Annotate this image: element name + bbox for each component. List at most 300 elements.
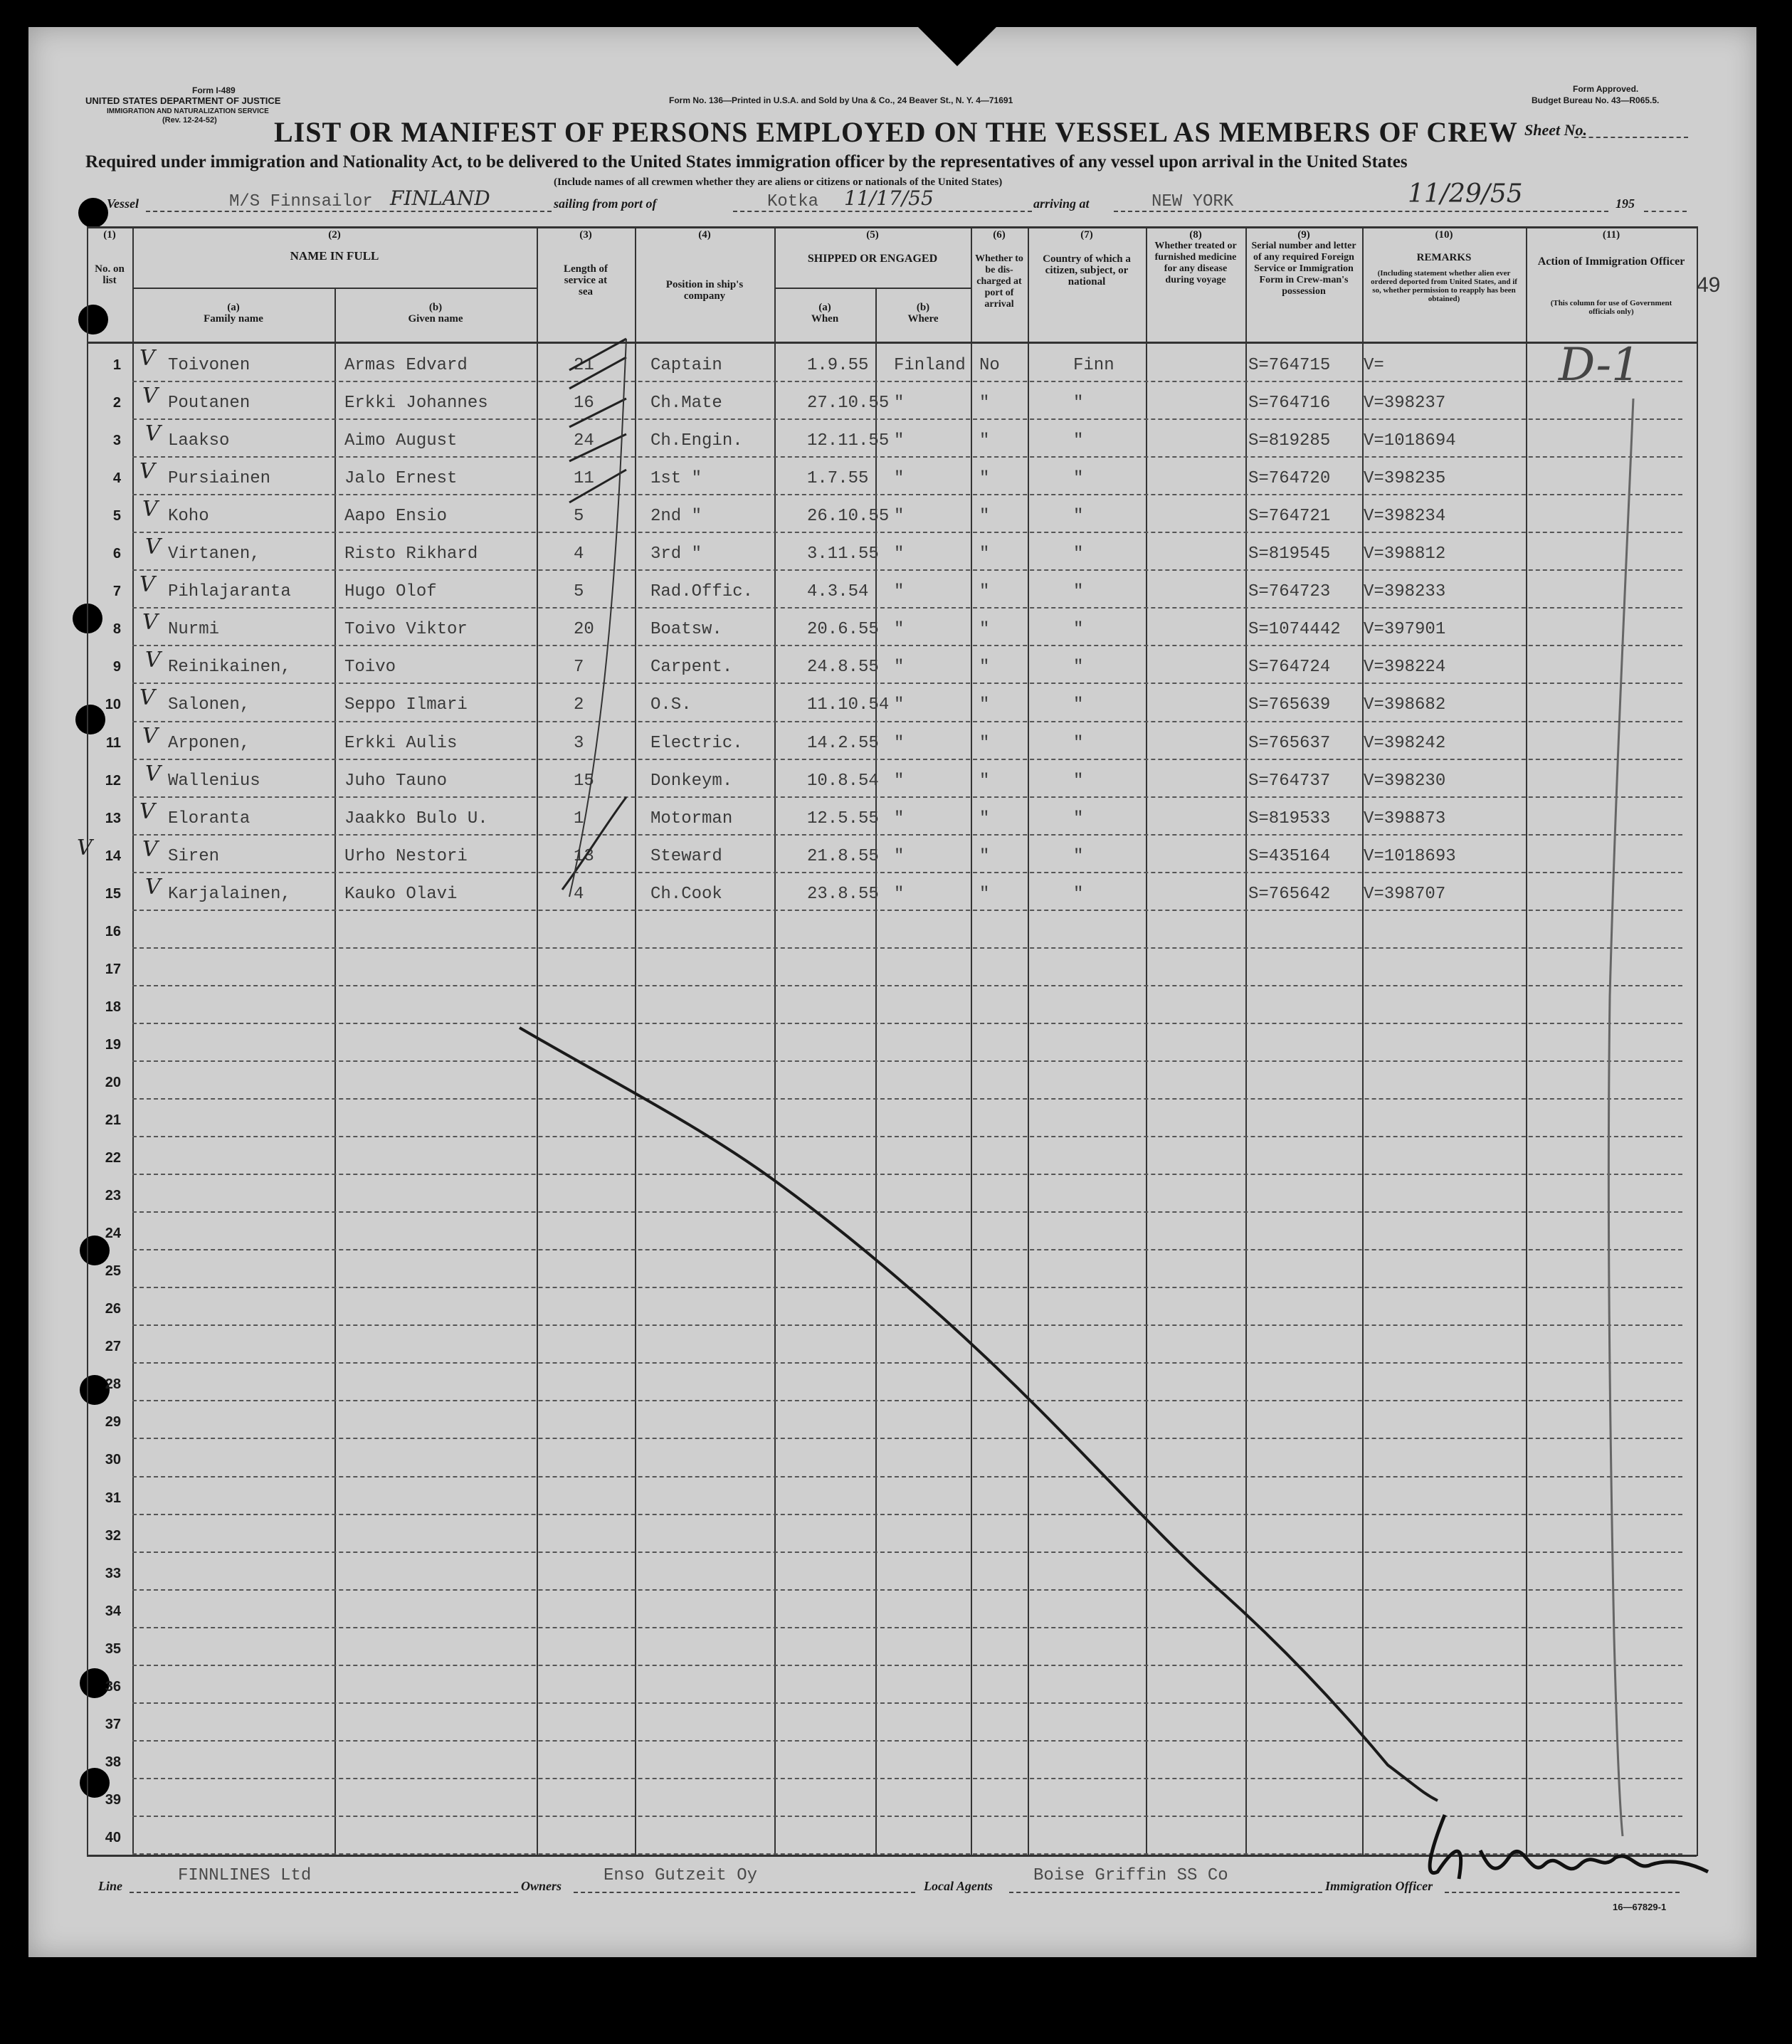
crew-where: "	[894, 884, 905, 904]
crew-remarks: V=398230	[1364, 771, 1446, 791]
vessel-name: M/S Finnsailor	[229, 192, 373, 211]
row-rule	[132, 1552, 1682, 1553]
row-number: 4	[112, 470, 121, 487]
crew-service: 11	[574, 469, 594, 489]
row-rule	[132, 1023, 1682, 1024]
col-10-number: (10)	[1435, 229, 1453, 241]
page-mark: 49	[1697, 273, 1721, 297]
row-rule	[132, 1362, 1682, 1364]
crew-remarks: V=398237	[1364, 394, 1446, 413]
row-number: 33	[105, 1565, 121, 1581]
col-2-number: (2)	[328, 229, 341, 241]
col-2a-label: Family name	[204, 313, 263, 325]
crew-family: Salonen,	[168, 695, 251, 715]
col-border	[1028, 226, 1029, 1856]
row-number: 30	[105, 1452, 121, 1468]
owners-blank	[574, 1892, 915, 1893]
crew-given: Erkki Johannes	[344, 394, 488, 413]
approval-line-1: Form Approved.	[1573, 84, 1639, 94]
crew-position: 1st "	[650, 469, 702, 489]
check-mark: V	[142, 610, 158, 636]
crew-family: Poutanen	[168, 394, 251, 413]
crew-service: 5	[574, 582, 584, 602]
owners-label: Owners	[521, 1879, 562, 1893]
manifest-title: LIST OR MANIFEST OF PERSONS EMPLOYED ON THE VESSEL AS MEMBERS OF CREW	[274, 116, 1518, 148]
agents-blank	[1009, 1892, 1322, 1893]
crew-position: Donkeym.	[650, 771, 733, 791]
manifest-subtitle: Required under immigration and Nationality Act, to be delivered to the United States immigration officer by the representatives of any vessel upon arrival in the United States	[85, 152, 1408, 172]
row-number: 34	[105, 1603, 121, 1619]
col-2b-label: Given name	[408, 313, 463, 325]
printer-line: Form No. 136—Printed in U.S.A. and Sold by Una & Co., 24 Beaver St., N. Y. 4—71691	[669, 95, 1013, 105]
shipped-subheader-line	[774, 288, 971, 289]
row-number: 11	[105, 734, 121, 751]
form-id: Form I-489	[192, 85, 236, 95]
crew-when: 24.8.55	[807, 658, 879, 678]
row-number: 23	[105, 1188, 121, 1204]
agency-line-2: IMMIGRATION AND NATURALIZATION SERVICE	[107, 107, 269, 115]
crew-discharged: "	[979, 884, 990, 904]
crew-where: Finland	[894, 356, 966, 375]
crew-remarks: V=398235	[1364, 469, 1446, 489]
crew-family: Wallenius	[168, 771, 260, 791]
row-number: 40	[105, 1829, 121, 1845]
crew-service: 13	[574, 846, 594, 866]
row-rule	[132, 1060, 1682, 1062]
col-6-number: (6)	[993, 229, 1006, 241]
crew-where: "	[894, 771, 905, 791]
col-border	[1245, 226, 1247, 1856]
crew-remarks: V=398873	[1364, 808, 1446, 828]
crew-when: 1.9.55	[807, 356, 869, 375]
crew-service: 4	[574, 884, 584, 904]
row-number: 22	[105, 1150, 121, 1166]
row-rule	[132, 1778, 1682, 1779]
row-rule	[132, 1589, 1682, 1591]
crew-position: 2nd "	[650, 507, 702, 527]
crew-where: "	[894, 808, 905, 828]
row-rule	[132, 418, 1682, 420]
crew-country: "	[1073, 394, 1084, 413]
punch-hole	[78, 198, 108, 228]
row-number: 10	[105, 697, 121, 713]
crew-serial: S=764716	[1248, 394, 1331, 413]
crew-country: "	[1073, 846, 1084, 866]
check-mark: V	[142, 497, 158, 522]
vessel-flag-handwritten: FINLAND	[390, 186, 490, 210]
check-mark: V	[145, 534, 161, 560]
row-rule	[132, 1816, 1682, 1817]
crew-service: 3	[574, 733, 584, 753]
crew-given: Risto Rikhard	[344, 544, 478, 564]
crew-when: 4.3.54	[807, 582, 869, 602]
crew-service: 7	[574, 658, 584, 678]
crew-where: "	[894, 695, 905, 715]
officer-blank	[1445, 1892, 1680, 1893]
row-rule	[132, 532, 1682, 533]
arriving-blank	[1114, 211, 1608, 212]
crew-given: Toivo Viktor	[344, 620, 468, 640]
crew-where: "	[894, 544, 905, 564]
row-number: 20	[105, 1074, 121, 1090]
col-5-number: (5)	[866, 229, 879, 241]
crew-when: 10.8.54	[807, 771, 879, 791]
crew-discharged: "	[979, 733, 990, 753]
row-number: 17	[105, 961, 121, 977]
crew-given: Aapo Ensio	[344, 507, 448, 527]
crew-where: "	[894, 846, 905, 866]
crew-given: Aimo August	[344, 431, 458, 451]
row-number: 7	[112, 584, 121, 600]
crew-discharged: "	[979, 846, 990, 866]
crew-family: Siren	[168, 846, 220, 866]
owners-value: Enso Gutzeit Oy	[604, 1866, 758, 1885]
row-rule	[132, 1098, 1682, 1100]
row-rule	[132, 456, 1682, 458]
crew-remarks: V=398233	[1364, 582, 1446, 602]
crew-discharged: "	[979, 695, 990, 715]
crew-when: 11.10.54	[807, 695, 890, 715]
crew-remarks: V=398812	[1364, 544, 1446, 564]
row-rule	[132, 494, 1682, 495]
row-number: 16	[105, 923, 121, 939]
row-rule	[132, 1665, 1682, 1666]
crew-given: Jaakko Bulo U.	[344, 808, 488, 828]
row-number: 6	[112, 546, 121, 562]
crew-family: Nurmi	[168, 620, 220, 640]
check-mark: V	[142, 384, 158, 409]
row-rule	[132, 683, 1682, 684]
col-10-note: (Including statement whether alien ever ordered deported from United States, and if so, whether permission to reapply has been obtained)	[1371, 269, 1517, 303]
check-mark: V	[142, 836, 158, 862]
row-rule	[132, 1627, 1682, 1628]
row-rule	[132, 1136, 1682, 1137]
crew-family: Karjalainen,	[168, 884, 291, 904]
crew-position: Carpent.	[650, 658, 733, 678]
col-11-number: (11)	[1602, 229, 1620, 241]
row-rule	[132, 721, 1682, 722]
row-rule	[132, 985, 1682, 986]
col-9-number: (9)	[1297, 229, 1310, 241]
col-6-label: Whether to be dis-charged at port of arrival	[975, 253, 1023, 310]
crew-given: Seppo Ilmari	[344, 695, 468, 715]
crew-discharged: "	[979, 469, 990, 489]
crew-when: 23.8.55	[807, 884, 879, 904]
crew-discharged: "	[979, 808, 990, 828]
crew-discharged: "	[979, 544, 990, 564]
crew-serial: S=764720	[1248, 469, 1331, 489]
row-number: 21	[105, 1112, 121, 1128]
torn-notch	[918, 27, 996, 66]
check-mark: V	[145, 761, 161, 786]
vessel-blank	[146, 211, 552, 212]
arriving-date-handwritten: 11/29/55	[1408, 179, 1523, 209]
col-11-note: (This column for use of Government officials only)	[1550, 299, 1672, 316]
crew-where: "	[894, 469, 905, 489]
col-border	[132, 226, 134, 1856]
row-rule	[132, 1249, 1682, 1250]
crew-position: 3rd "	[650, 544, 702, 564]
crew-position: Motorman	[650, 808, 733, 828]
row-number: 28	[105, 1376, 121, 1393]
crew-discharged: "	[979, 582, 990, 602]
crew-where: "	[894, 733, 905, 753]
row-rule	[132, 1476, 1682, 1477]
col-border	[1146, 226, 1147, 1856]
crew-family: Eloranta	[168, 808, 251, 828]
table-top-border	[87, 226, 1697, 228]
crew-given: Armas Edvard	[344, 356, 468, 375]
crew-where: "	[894, 658, 905, 678]
crew-remarks: V=1018694	[1364, 431, 1456, 451]
table-header-bottom	[87, 342, 1697, 344]
crew-position: Electric.	[650, 733, 743, 753]
line-blank	[130, 1892, 518, 1893]
crew-where: "	[894, 582, 905, 602]
manifest-note: (Include names of all crewmen whether they are aliens or citizens or nationals of the United States)	[554, 177, 1003, 188]
row-number: 1	[112, 357, 121, 373]
crew-serial: S=819533	[1248, 808, 1331, 828]
col-2a-number: (a)	[227, 302, 240, 313]
col-11-label: Action of Immigration Officer	[1537, 256, 1685, 268]
row-rule	[132, 1211, 1682, 1213]
crew-position: Boatsw.	[650, 620, 722, 640]
row-number: 14	[105, 848, 121, 864]
row-number: 37	[105, 1716, 121, 1732]
agents-label: Local Agents	[924, 1879, 993, 1893]
row-rule	[132, 1400, 1682, 1401]
row-rule	[132, 1287, 1682, 1288]
row-number: 39	[105, 1791, 121, 1808]
col-9-label: Serial number and letter of any required Foreign Service or Immigration Form in Crew-man's possession	[1251, 241, 1356, 297]
crew-country: "	[1073, 808, 1084, 828]
sheet-no-label: Sheet No.	[1524, 121, 1587, 139]
row-number: 2	[112, 395, 121, 411]
row-rule	[132, 1702, 1682, 1704]
year-label: 195	[1616, 196, 1635, 211]
crew-remarks: V=398242	[1364, 733, 1446, 753]
crew-family: Arponen,	[168, 733, 251, 753]
crew-country: "	[1073, 431, 1084, 451]
col-border	[1697, 226, 1698, 1856]
row-rule	[132, 1853, 1682, 1855]
crew-serial: S=765642	[1248, 884, 1331, 904]
immigration-officer-label: Immigration Officer	[1325, 1879, 1433, 1893]
crew-family: Reinikainen,	[168, 658, 291, 678]
col-5a-label: When	[811, 313, 839, 325]
col-4-number: (4)	[698, 229, 711, 241]
crew-serial: S=764737	[1248, 771, 1331, 791]
crew-service: 5	[574, 507, 584, 527]
row-number: 5	[112, 508, 121, 525]
crew-position: Captain	[650, 356, 722, 375]
sheet-no-blank	[1574, 137, 1688, 138]
row-rule	[132, 834, 1682, 836]
crew-discharged: No	[979, 356, 1000, 375]
col-border	[334, 288, 336, 1856]
col-7-number: (7)	[1080, 229, 1093, 241]
crew-service: 24	[574, 431, 594, 451]
crew-country: "	[1073, 884, 1084, 904]
row-number: 36	[105, 1678, 121, 1695]
crew-country: "	[1073, 582, 1084, 602]
crew-when: 21.8.55	[807, 846, 879, 866]
crew-remarks: V=1018693	[1364, 846, 1456, 866]
row-number: 27	[105, 1339, 121, 1355]
crew-remarks: V=398707	[1364, 884, 1446, 904]
row-rule	[132, 607, 1682, 609]
crew-when: 20.6.55	[807, 620, 879, 640]
crew-when: 3.11.55	[807, 544, 879, 564]
agency-line-1: UNITED STATES DEPARTMENT OF JUSTICE	[85, 95, 281, 106]
crew-serial: S=765637	[1248, 733, 1331, 753]
row-rule	[132, 1514, 1682, 1515]
check-mark: V	[139, 799, 155, 824]
crew-remarks: V=397901	[1364, 620, 1446, 640]
crew-when: 26.10.55	[807, 507, 890, 527]
col-5-label: SHIPPED OR ENGAGED	[807, 253, 938, 265]
row-rule	[132, 947, 1682, 949]
check-mark: V	[139, 346, 155, 371]
crew-serial: S=764715	[1248, 356, 1331, 375]
row-number: 15	[105, 885, 121, 902]
arriving-port: NEW YORK	[1151, 192, 1234, 211]
crew-country: Finn	[1073, 356, 1114, 375]
row-number: 18	[105, 999, 121, 1015]
year-blank	[1644, 211, 1687, 212]
col-8-label: Whether treated or furnished medicine for any disease during voyage	[1154, 241, 1237, 285]
crew-discharged: "	[979, 507, 990, 527]
row-rule	[132, 1324, 1682, 1326]
crew-service: 20	[574, 620, 594, 640]
crew-given: Urho Nestori	[344, 846, 468, 866]
sailing-date-handwritten: 11/17/55	[844, 186, 934, 210]
col-border	[971, 226, 972, 1856]
crew-when: 14.2.55	[807, 733, 879, 753]
col-10-label: REMARKS	[1416, 252, 1472, 263]
check-mark: V	[145, 874, 161, 900]
row-rule	[132, 796, 1682, 798]
crew-country: "	[1073, 658, 1084, 678]
table-bottom-border	[87, 1855, 1697, 1857]
col-3-label: Length of service at sea	[563, 263, 608, 297]
crew-given: Toivo	[344, 658, 396, 678]
check-mark: V	[139, 459, 155, 485]
crew-given: Jalo Ernest	[344, 469, 458, 489]
crew-position: Ch.Mate	[650, 394, 722, 413]
row-number: 38	[105, 1754, 121, 1770]
crew-given: Juho Tauno	[344, 771, 448, 791]
check-mark: V	[145, 648, 161, 673]
crew-service: 21	[574, 356, 594, 375]
sailing-label: sailing from port of	[554, 196, 657, 211]
col-5b-label: Where	[907, 313, 939, 325]
row-number: 25	[105, 1263, 121, 1280]
col-2-label: NAME IN FULL	[290, 249, 379, 263]
col-8-number: (8)	[1189, 229, 1202, 241]
punch-hole	[78, 305, 108, 334]
crew-service: 4	[574, 544, 584, 564]
crew-family: Koho	[168, 507, 209, 527]
crew-given: Kauko Olavi	[344, 884, 458, 904]
row-rule	[132, 381, 1682, 382]
crew-remarks: V=398234	[1364, 507, 1446, 527]
crew-given: Erkki Aulis	[344, 733, 458, 753]
row-number: 31	[105, 1490, 121, 1506]
row-rule	[132, 645, 1682, 646]
col-3-number: (3)	[579, 229, 592, 241]
crew-family: Toivonen	[168, 356, 251, 375]
col-border	[635, 226, 636, 1856]
crew-country: "	[1073, 695, 1084, 715]
crew-discharged: "	[979, 771, 990, 791]
crew-where: "	[894, 507, 905, 527]
crew-family: Virtanen,	[168, 544, 260, 564]
crew-remarks: V=	[1364, 356, 1384, 375]
check-mark: V	[139, 685, 155, 711]
sailing-blank	[733, 211, 1032, 212]
crew-country: "	[1073, 771, 1084, 791]
crew-service: 2	[574, 695, 584, 715]
crew-when: 27.10.55	[807, 394, 890, 413]
row-rule	[132, 1740, 1682, 1742]
crew-discharged: "	[979, 658, 990, 678]
crew-serial: S=435164	[1248, 846, 1331, 866]
row-rule	[132, 910, 1682, 911]
form-number-bottom: 16—67829-1	[1613, 1902, 1667, 1912]
crew-serial: S=765639	[1248, 695, 1331, 715]
officer-mark-handwritten: D-1	[1559, 339, 1640, 391]
crew-serial: S=764724	[1248, 658, 1331, 678]
agents-value: Boise Griffin SS Co	[1033, 1866, 1228, 1885]
crew-family: Laakso	[168, 431, 230, 451]
crew-position: Ch.Cook	[650, 884, 722, 904]
check-mark: V	[139, 572, 155, 598]
crew-position: Rad.Offic.	[650, 582, 754, 602]
crew-family: Pursiainen	[168, 469, 271, 489]
col-border	[774, 226, 776, 1856]
crew-where: "	[894, 431, 905, 451]
row-number: 9	[112, 659, 121, 675]
crew-position: Steward	[650, 846, 722, 866]
vessel-label: Vessel	[107, 196, 139, 211]
crew-serial: S=764723	[1248, 582, 1331, 602]
form-revision: (Rev. 12-24-52)	[162, 116, 217, 125]
row-number: 12	[105, 772, 121, 789]
row-number: 29	[105, 1414, 121, 1431]
line-label: Line	[98, 1879, 122, 1893]
crew-service: 15	[574, 771, 594, 791]
row-rule	[132, 1174, 1682, 1175]
crew-serial: S=1074442	[1248, 620, 1341, 640]
row-number: 35	[105, 1640, 121, 1657]
crew-discharged: "	[979, 620, 990, 640]
crew-serial: S=819545	[1248, 544, 1331, 564]
check-mark: V	[142, 723, 158, 749]
crew-service: 16	[574, 394, 594, 413]
line-value: FINNLINES Ltd	[178, 1866, 312, 1885]
row-number: 26	[105, 1301, 121, 1317]
row-number: 32	[105, 1527, 121, 1544]
check-mark: V	[145, 421, 161, 447]
crew-position: Ch.Engin.	[650, 431, 743, 451]
crew-family: Pihlajaranta	[168, 582, 291, 602]
crew-country: "	[1073, 544, 1084, 564]
col-1-number: (1)	[103, 229, 116, 241]
row-number: 24	[105, 1226, 121, 1242]
row-number: 13	[105, 810, 121, 826]
sailing-port: Kotka	[767, 192, 819, 211]
